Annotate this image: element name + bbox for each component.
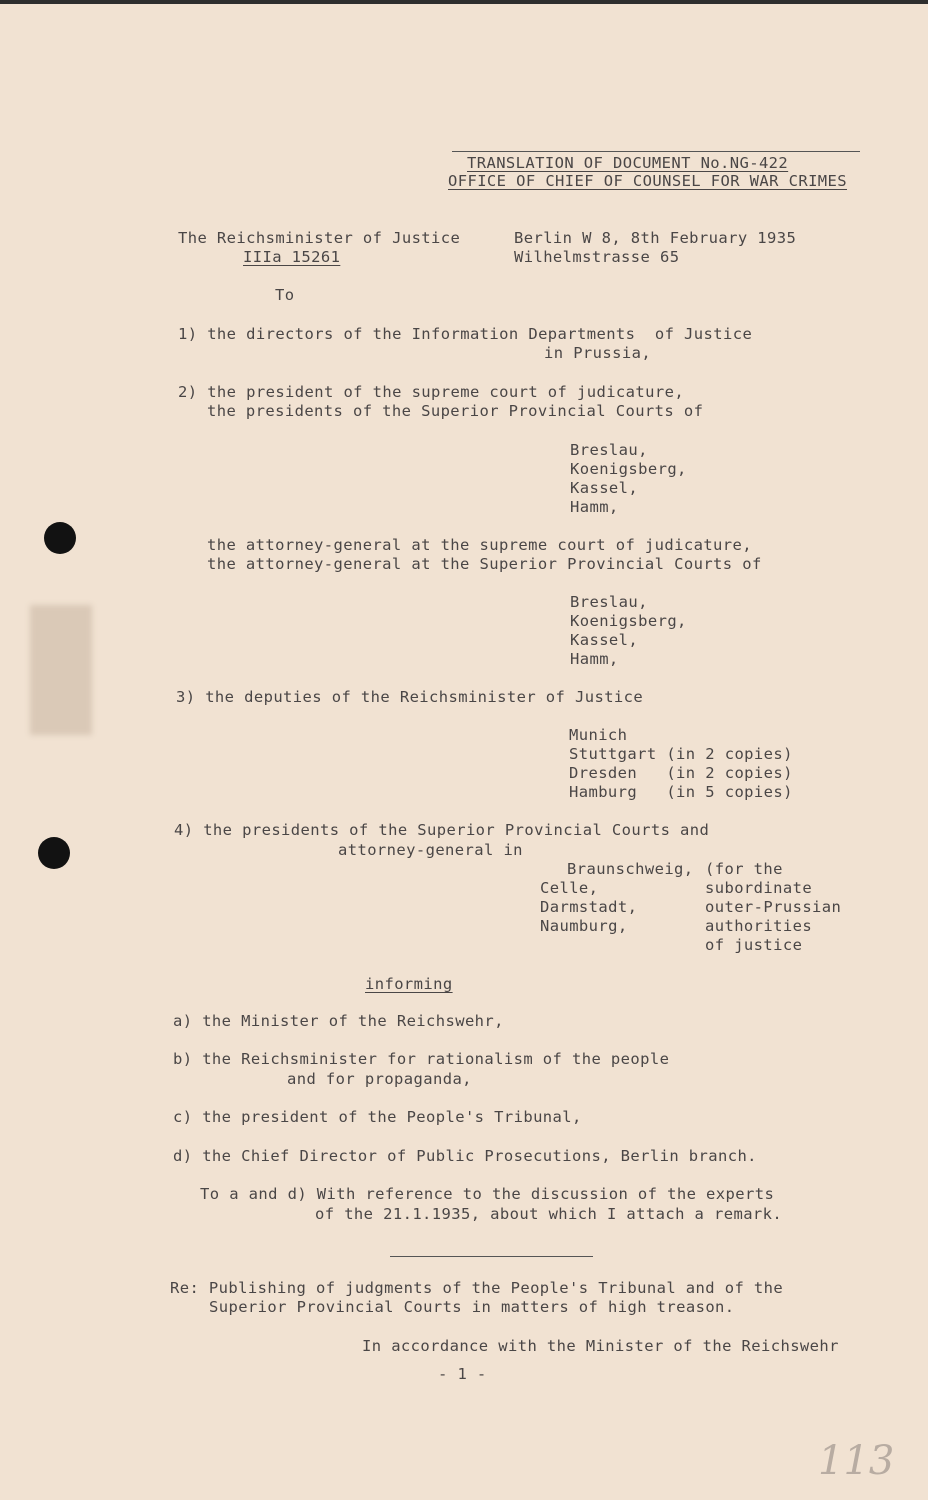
item2-city: Kassel, [570, 479, 639, 497]
item4-note: authorities [705, 917, 813, 935]
item2-line2: the presidents of the Superior Provincial Courts of [207, 402, 704, 420]
letter-date: Berlin W 8, 8th February 1935 [514, 229, 797, 247]
header-top-rule [452, 151, 860, 152]
subject-line1: Re: Publishing of judgments of the People's Tribunal and of the [170, 1279, 784, 1297]
item4-city: Darmstadt, [540, 898, 638, 916]
item4-line2: attorney-general in [338, 841, 523, 859]
item1-line2: in Prussia, [544, 344, 652, 362]
page-number: - 1 - [438, 1365, 487, 1383]
item4-note: outer-Prussian [705, 898, 842, 916]
item2-line4: the attorney-general at the Superior Provincial Courts of [207, 555, 762, 573]
item2-city: Hamm, [570, 498, 619, 516]
item4-city: Naumburg, [540, 917, 628, 935]
item3-place: Munich [569, 726, 628, 744]
translation-heading: TRANSLATION OF DOCUMENT No.NG-422 [467, 154, 789, 172]
sender-title: The Reichsminister of Justice [178, 229, 461, 247]
item2-city: Koenigsberg, [570, 460, 687, 478]
pencil-page-mark: 113 [818, 1438, 895, 1484]
informing-d: d) the Chief Director of Public Prosecutions, Berlin branch. [173, 1147, 757, 1165]
item4-city: Braunschweig, [567, 860, 694, 878]
item4-note: (for the [705, 860, 783, 878]
punch-hole-bottom [38, 837, 70, 869]
to-label: To [275, 286, 295, 304]
item4-note: of justice [705, 936, 803, 954]
sender-reference: IIIa 15261 [243, 248, 341, 266]
item4-city: Celle, [540, 879, 599, 897]
separator-rule [390, 1256, 593, 1257]
subject-line2: Superior Provincial Courts in matters of high treason. [209, 1298, 735, 1316]
paper-stain [30, 605, 92, 735]
closing-line: In accordance with the Minister of the Reichswehr [362, 1337, 839, 1355]
item3-place: Dresden (in 2 copies) [569, 764, 793, 782]
item2-city2: Hamm, [570, 650, 619, 668]
scan-top-edge [0, 0, 928, 4]
item3-place: Hamburg (in 5 copies) [569, 783, 793, 801]
item2-city2: Kassel, [570, 631, 639, 649]
reference-line1: To a and d) With reference to the discussion of the experts [200, 1185, 775, 1203]
informing-b-line1: b) the Reichsminister for rationalism of the people [173, 1050, 670, 1068]
item4-note: subordinate [705, 879, 813, 897]
informing-heading: informing [365, 975, 453, 993]
reference-line2: of the 21.1.1935, about which I attach a remark. [315, 1205, 783, 1223]
item2-city: Breslau, [570, 441, 648, 459]
item2-line3: the attorney-general at the supreme court of judicature, [207, 536, 752, 554]
item1-line1: 1) the directors of the Information Departments of Justice [178, 325, 753, 343]
item2-city2: Breslau, [570, 593, 648, 611]
informing-a: a) the Minister of the Reichswehr, [173, 1012, 504, 1030]
informing-b-line2: and for propaganda, [287, 1070, 472, 1088]
item3-line1: 3) the deputies of the Reichsminister of Justice [176, 688, 644, 706]
letter-address: Wilhelmstrasse 65 [514, 248, 680, 266]
informing-c: c) the president of the People's Tribunal, [173, 1108, 582, 1126]
punch-hole-top [44, 522, 76, 554]
office-heading: OFFICE OF CHIEF OF COUNSEL FOR WAR CRIMES [448, 172, 848, 190]
item3-place: Stuttgart (in 2 copies) [569, 745, 793, 763]
item2-city2: Koenigsberg, [570, 612, 687, 630]
item4-line1: 4) the presidents of the Superior Provincial Courts and [174, 821, 710, 839]
item2-line1: 2) the president of the supreme court of judicature, [178, 383, 685, 401]
